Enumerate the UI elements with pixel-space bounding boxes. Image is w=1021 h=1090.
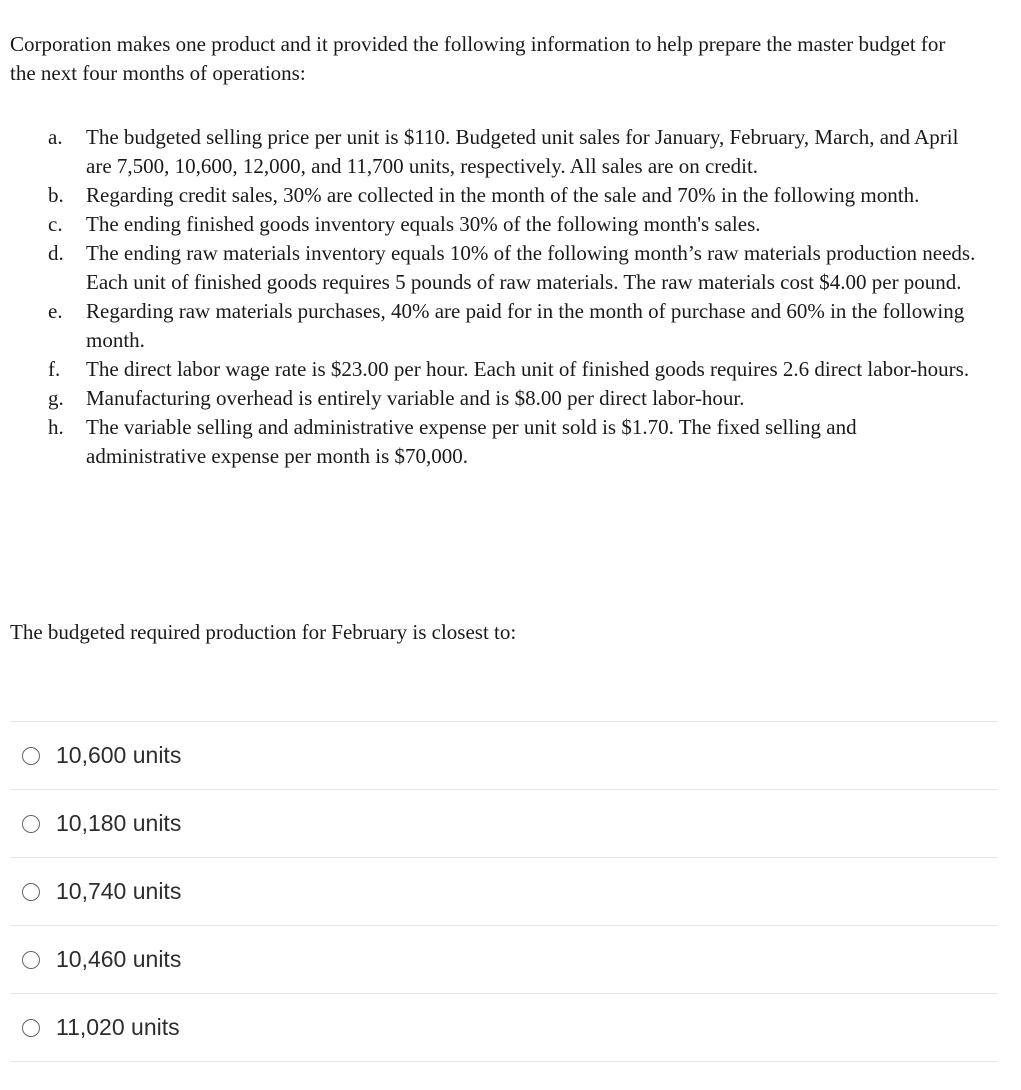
radio-button-icon[interactable] [22, 951, 40, 969]
item-letter: c. [48, 212, 63, 236]
item-text: Manufacturing overhead is entirely variable and is $8.00 per direct labor-hour. [86, 386, 745, 410]
item-text: The ending raw materials inventory equals 10% of the following month’s raw materials production needs. Each unit of finished goods requires 5 pounds of raw materials. The raw materials cost $4.00 per pound. [86, 241, 976, 294]
item-letter: b. [48, 183, 64, 207]
radio-button-icon[interactable] [22, 815, 40, 833]
answer-option-5[interactable] [10, 994, 998, 1062]
item-text: Regarding credit sales, 30% are collected in the month of the sale and 70% in the following month. [86, 183, 920, 207]
question-prompt: The budgeted required production for February is closest to: [10, 620, 517, 644]
item-letter: a. [48, 125, 63, 149]
item-text: The variable selling and administrative expense per unit sold is $1.70. The fixed selling and administrative expense per month is $70,000. [86, 415, 857, 468]
radio-button-icon[interactable] [22, 883, 40, 901]
list-item [40, 239, 980, 297]
item-text: The budgeted selling price per unit is $110. Budgeted unit sales for January, February, March, and April are 7,500, 10,600, 12,000, and 11,700 units, respectively. All sales are on credit. [86, 125, 959, 178]
assumption-list [40, 123, 980, 471]
radio-button-icon[interactable] [22, 1019, 40, 1037]
list-item [40, 355, 980, 384]
list-item [40, 413, 980, 471]
list-item [40, 297, 980, 355]
problem-intro: Corporation makes one product and it provided the following information to help prepare the master budget for the next four months of operations: [10, 32, 946, 85]
option-label[interactable]: 10,600 units [56, 742, 182, 768]
list-item [40, 210, 980, 239]
list-item [40, 123, 980, 181]
list-item [40, 384, 980, 413]
option-label[interactable]: 10,180 units [56, 810, 182, 836]
answer-option-2[interactable] [10, 790, 998, 858]
item-letter: f. [48, 357, 61, 381]
item-text: The ending finished goods inventory equals 30% of the following month's sales. [86, 212, 761, 236]
answer-option-4[interactable] [10, 926, 998, 994]
option-label[interactable]: 10,460 units [56, 946, 182, 972]
radio-button-icon[interactable] [22, 747, 40, 765]
item-letter: g. [48, 386, 64, 410]
answer-options [10, 721, 998, 1062]
item-letter: e. [48, 299, 63, 323]
list-item [40, 181, 980, 210]
option-label[interactable]: 11,020 units [56, 1014, 180, 1040]
item-letter: d. [48, 241, 64, 265]
option-label[interactable]: 10,740 units [56, 878, 182, 904]
answer-option-1[interactable] [10, 722, 998, 790]
item-text: The direct labor wage rate is $23.00 per hour. Each unit of finished goods requires 2.6 direct labor-hours. [86, 357, 970, 381]
item-text: Regarding raw materials purchases, 40% are paid for in the month of purchase and 60% in the following month. [86, 299, 965, 352]
answer-option-3[interactable] [10, 858, 998, 926]
item-letter: h. [48, 415, 64, 439]
